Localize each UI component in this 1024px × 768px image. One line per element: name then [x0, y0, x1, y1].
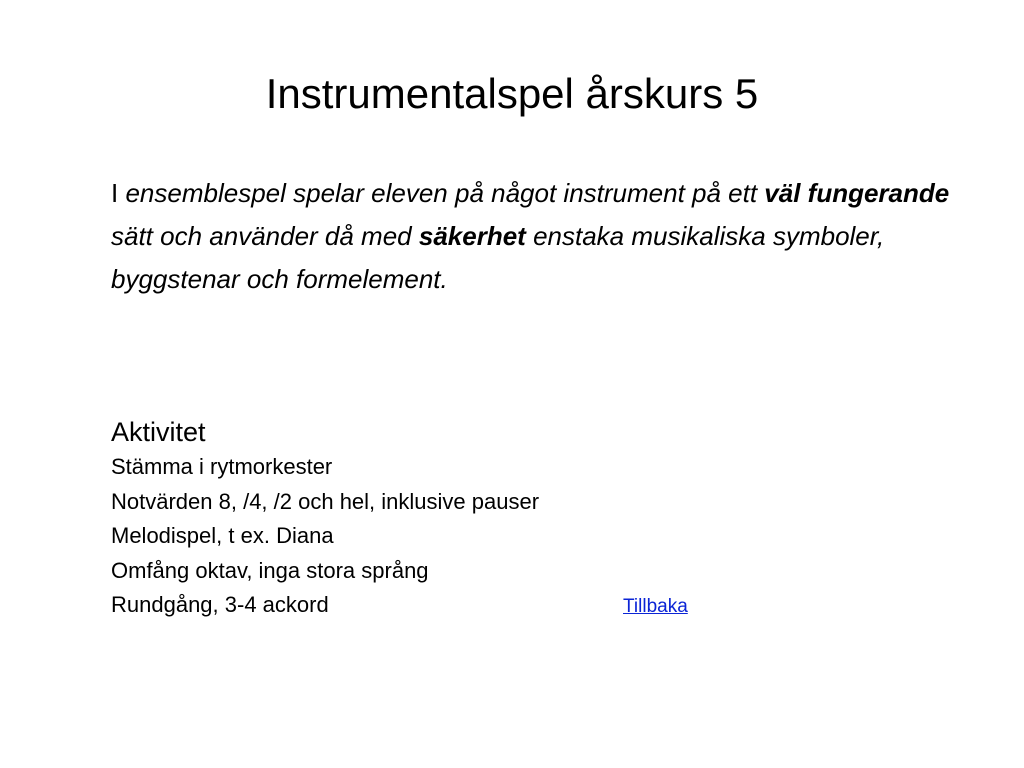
activity-heading: Aktivitet	[111, 417, 206, 447]
intro-emphasis-1: väl fungerande	[764, 178, 950, 208]
intro-emphasis-2: säkerhet	[418, 221, 526, 251]
activity-list	[111, 450, 811, 623]
back-link[interactable]: Tillbaka	[623, 596, 688, 617]
slide-title: Instrumentalspel årskurs 5	[265, 70, 759, 117]
intro-text-3: sätt och använder då med	[111, 221, 419, 251]
intro-text-2: ensemblespel spelar eleven på något instrument på ett	[125, 178, 765, 208]
intro-text-1: I	[111, 178, 126, 208]
list-item: Notvärden 8, /4, /2 och hel, inklusive pauser	[111, 488, 540, 514]
intro-paragraph	[111, 172, 951, 301]
list-item: Omfång oktav, inga stora språng	[111, 557, 429, 583]
intro-text-4: enstaka musikaliska symboler, byggstenar och formelement.	[111, 221, 885, 294]
list-item: Rundgång, 3-4 ackord	[111, 592, 329, 617]
activity-section	[111, 414, 811, 623]
list-item: Stämma i rytmorkester	[111, 454, 333, 479]
list-item: Melodispel, t ex. Diana	[111, 523, 334, 548]
